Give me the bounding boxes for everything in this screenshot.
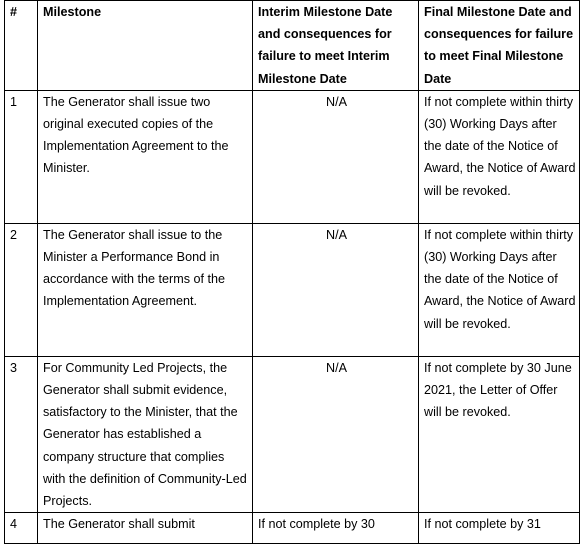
row-number: 1	[10, 94, 18, 109]
header-interim-text: Interim Milestone Date and consequences for failure to meet Interim Milestone Date	[258, 5, 393, 86]
interim-cell	[253, 513, 419, 544]
milestone-text: The Generator shall submit	[43, 517, 195, 532]
header-number-text: #	[10, 5, 18, 19]
milestone-cell	[38, 356, 253, 512]
milestone-cell	[38, 90, 253, 223]
interim-cell	[253, 223, 419, 356]
final-cell	[419, 223, 580, 356]
row-number: 2	[10, 227, 18, 242]
header-milestone	[38, 1, 253, 91]
milestones-table	[4, 0, 580, 544]
header-number	[5, 1, 38, 91]
row-number-cell	[5, 356, 38, 512]
row-number: 4	[10, 517, 18, 532]
final-cell	[419, 513, 580, 544]
final-cell	[419, 90, 580, 223]
milestone-cell	[38, 513, 253, 544]
interim-text: N/A	[326, 94, 347, 109]
table-row	[5, 356, 580, 512]
row-number-cell	[5, 90, 38, 223]
table-row	[5, 513, 580, 544]
final-text: If not complete by 31	[424, 517, 541, 532]
table-row	[5, 90, 580, 223]
interim-text: If not complete by 30	[258, 517, 375, 532]
interim-cell	[253, 356, 419, 512]
interim-text: N/A	[326, 227, 347, 242]
interim-text: N/A	[326, 360, 347, 375]
milestone-text: The Generator shall issue to the Minister a Performance Bond in accordance with the terms of the Implementation Agreement.	[43, 227, 226, 309]
row-number-cell	[5, 223, 38, 356]
final-text: If not complete within thirty (30) Working Days after the date of the Notice of Award, the Notice of Award will be revoked.	[424, 227, 576, 331]
header-final-date	[419, 1, 580, 91]
table-row	[5, 223, 580, 356]
milestone-text: The Generator shall issue two original executed copies of the Implementation Agreement to the Minister.	[43, 94, 229, 176]
header-interim-date	[253, 1, 419, 91]
row-number: 3	[10, 360, 18, 375]
milestone-cell	[38, 223, 253, 356]
final-cell	[419, 356, 580, 512]
header-final-text: Final Milestone Date and consequences for failure to meet Final Milestone Date	[424, 5, 574, 86]
header-milestone-text: Milestone	[43, 5, 102, 19]
final-text: If not complete by 30 June 2021, the Letter of Offer will be revoked.	[424, 360, 572, 420]
final-text: If not complete within thirty (30) Working Days after the date of the Notice of Award, the Notice of Award will be revoked.	[424, 94, 576, 198]
row-number-cell	[5, 513, 38, 544]
milestone-text: For Community Led Projects, the Generator shall submit evidence, satisfactory to the Minister, that the Generator has established a company structure that complies with the definition of Community-Led Projects.	[43, 360, 247, 509]
interim-cell	[253, 90, 419, 223]
table-header-row	[5, 1, 580, 91]
